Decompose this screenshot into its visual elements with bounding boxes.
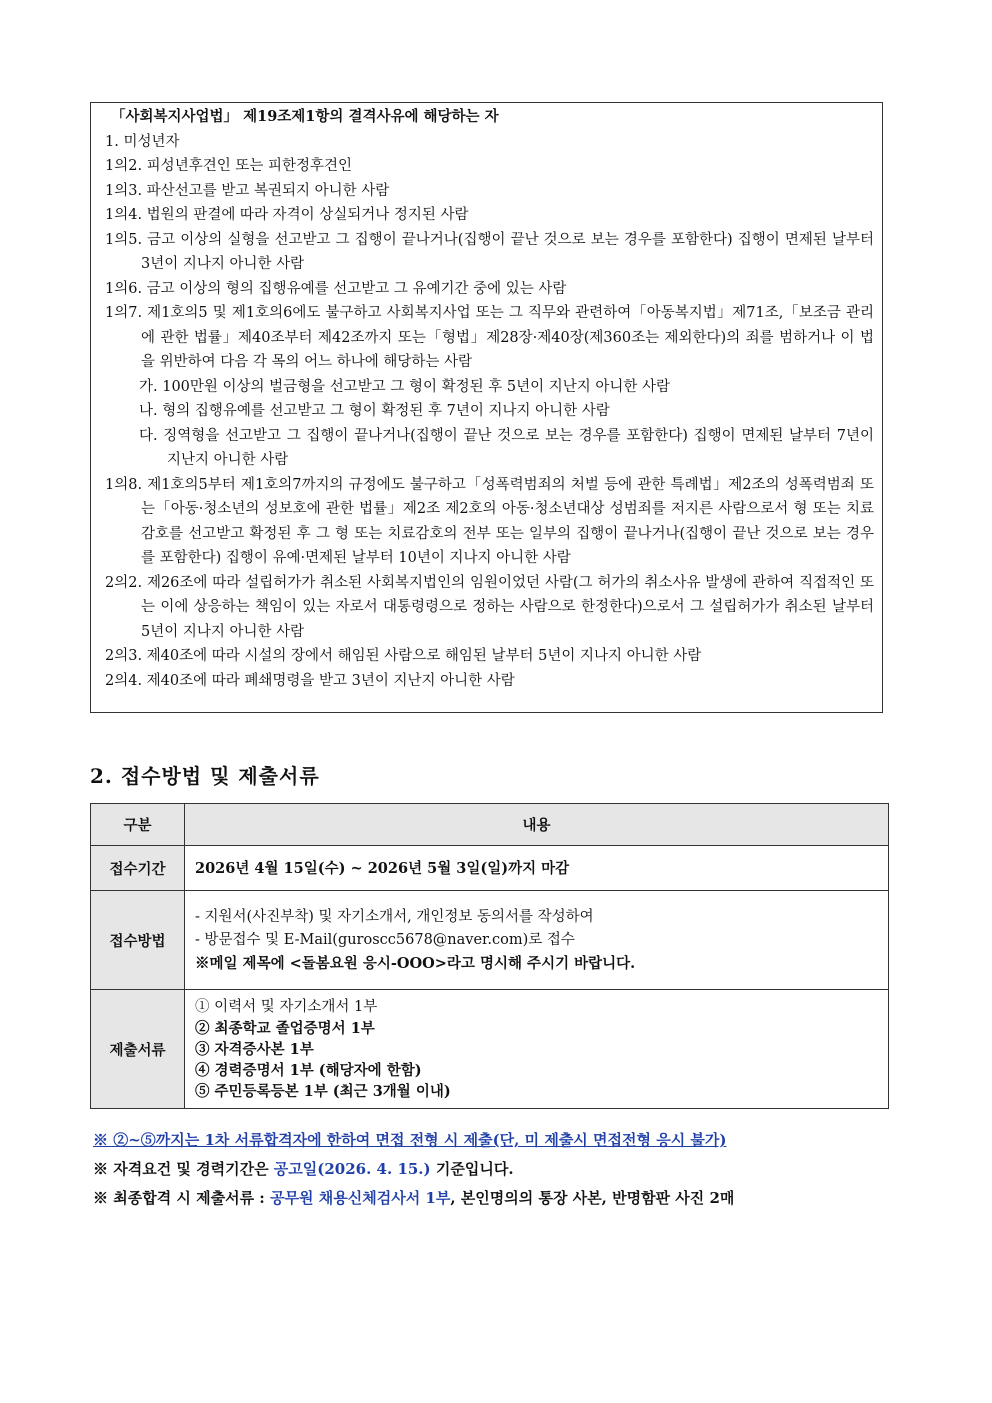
document-item: ③ 자격증사본 1부	[195, 1040, 314, 1058]
sub-list-item: 가. 100만원 이상의 벌금형을 선고받고 그 형이 확정된 후 5년이 지난지 아니한 사람	[139, 378, 671, 395]
row-label-period: 접수기간	[91, 846, 185, 891]
disqualification-heading: 「사회복지사업법」 제19조제1항의 결격사유에 해당하는 자	[111, 108, 499, 125]
table-row	[91, 990, 889, 1109]
method-mail-note: ※메일 제목에 <돌봄요원 응시-OOO>라고 명시해 주시기 바랍니다.	[195, 954, 636, 972]
note-highlight: 공고일(2026. 4. 15.)	[273, 1160, 431, 1178]
list-item: 2의4. 제40조에 따라 폐쇄명령을 받고 3년이 지난지 아니한 사람	[105, 672, 515, 689]
note-highlight: 공무원 채용신체검사서 1부	[270, 1189, 451, 1207]
note-text: ※ 자격요건 및 경력기간은	[93, 1160, 274, 1178]
list-item: 1의6. 금고 이상의 형의 집행유예를 선고받고 그 유예기간 중에 있는 사람	[105, 280, 567, 297]
header-content: 내용	[185, 804, 889, 846]
table-row	[91, 891, 889, 990]
list-item: 1의5. 금고 이상의 실형을 선고받고 그 집행이 끝나거나(집행이 끝난 것으로 보는 경우를 포함한다) 집행이 면제된 날부터 3년이 지나지 아니한 사람	[105, 231, 874, 272]
list-item: 2의2. 제26조에 따라 설립허가가 취소된 사회복지법인의 임원이었던 사람(그 허가의 취소사유 발생에 관하여 직접적인 또는 이에 상응하는 책임이 있는 자로서 대통령령으로 정하는 사람으로 한정한다)으로서 그 설립허가가 취소된 날부터 5년이 지나지 아니한 사람	[105, 574, 874, 640]
list-item: 1의7. 제1호의5 및 제1호의6에도 불구하고 사회복지사업 또는 그 직무와 관련하여「아동복지법」제71조,「보조금 관리에 관한 법률」제40조부터 제42조까지 또는「형법」제28장·제40장(제360조는 제외한다)의 죄를 범하거나 이 법을 위반하여 다음 각 목의 어느 하나에 해당하는 사람	[105, 305, 874, 370]
note-text: ※ 최종합격 시 제출서류 :	[93, 1189, 271, 1207]
document-item: ① 이력서 및 자기소개서 1부	[195, 998, 378, 1015]
list-item: 1의4. 법원의 판결에 따라 자격이 상실되거나 정지된 사람	[105, 207, 469, 223]
table-header-row	[91, 804, 889, 846]
header-category: 구분	[91, 804, 185, 846]
list-item: 1. 미성년자	[105, 133, 180, 150]
documents-content	[185, 990, 889, 1109]
note-text: 기준입니다.	[430, 1160, 514, 1178]
document-item: ④ 경력증명서 1부 (해당자에 한함)	[195, 1061, 422, 1079]
row-label-method: 접수방법	[91, 891, 185, 990]
list-item: 1의3. 파산선고를 받고 복권되지 아니한 사람	[105, 182, 390, 199]
note-text: , 본인명의의 통장 사본, 반명함판 사진 2매	[450, 1189, 735, 1207]
disqualification-box	[90, 102, 883, 713]
submission-table	[90, 803, 889, 1109]
notes	[93, 1126, 734, 1213]
sub-list-item: 다. 징역형을 선고받고 그 집행이 끝나거나(집행이 끝난 것으로 보는 경우를 포함한다) 집행이 면제된 날부터 7년이 지난지 아니한 사람	[139, 427, 874, 468]
method-line: - 방문접수 및 E-Mail(guroscc5678@naver.com)로 접수	[195, 931, 575, 948]
note-qualification-date	[93, 1155, 734, 1184]
sub-list-item: 나. 형의 집행유예를 선고받고 그 형이 확정된 후 7년이 지나지 아니한 사람	[139, 403, 610, 419]
list-item: 2의3. 제40조에 따라 시설의 장에서 해임된 사람으로 해임된 날부터 5년이 지나지 아니한 사람	[105, 648, 702, 664]
section-title: 2. 접수방법 및 제출서류	[90, 764, 320, 788]
method-content	[185, 891, 889, 990]
period-value: 2026년 4월 15일(수) ~ 2026년 5월 3일(일)까지 마감	[185, 846, 889, 891]
note-final-documents	[93, 1184, 734, 1213]
document-item: ⑤ 주민등록등본 1부 (최근 3개월 이내)	[195, 1082, 451, 1100]
method-line: - 지원서(사진부착) 및 자기소개서, 개인정보 동의서를 작성하여	[195, 908, 594, 925]
list-item: 1의2. 피성년후견인 또는 피한정후견인	[105, 158, 352, 174]
list-item: 1의8. 제1호의5부터 제1호의7까지의 규정에도 불구하고「성폭력범죄의 처벌 등에 관한 특례법」제2조의 성폭력범죄 또는「아동·청소년의 성보호에 관한 법률」제2조 제2호의 아동·청소년대상 성범죄를 저지른 사람으로서 형 또는 치료감호를 선고받고 확정된 후 그 형 또는 치료감호의 전부 또는 일부의 집행이 끝나거나(집행이 끝난 것으로 보는 경우를 포함한다) 집행이 유예·면제된 날부터 10년이 지나지 아니한 사람	[105, 476, 874, 566]
note-interview-documents: ※ ②~⑤까지는 1차 서류합격자에 한하여 면접 전형 시 제출(단, 미 제출시 면접전형 응시 불가)	[93, 1131, 727, 1149]
document-item: ② 최종학교 졸업증명서 1부	[195, 1019, 375, 1037]
row-label-documents: 제출서류	[91, 990, 185, 1109]
table-row	[91, 846, 889, 891]
